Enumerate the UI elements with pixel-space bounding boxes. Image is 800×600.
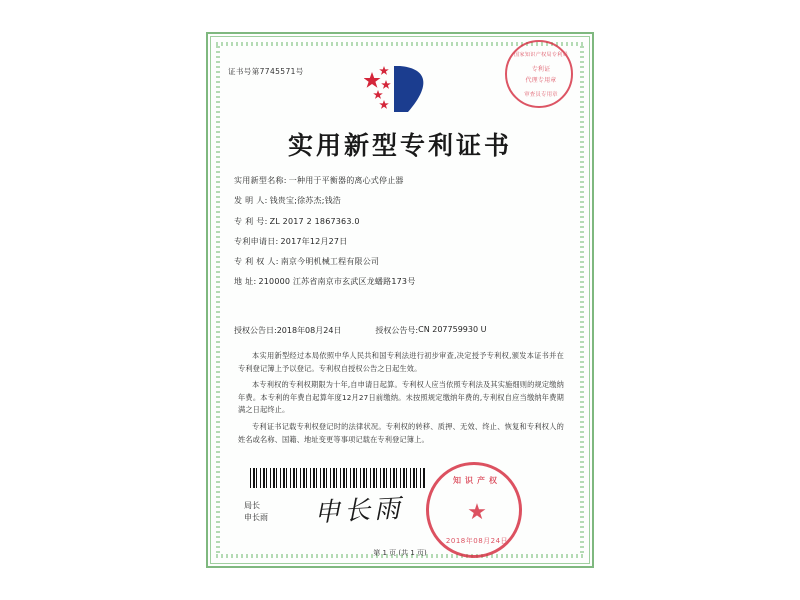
grant-date-value: 2018年08月24日 (276, 326, 342, 335)
seal-line: 专利证 (531, 66, 551, 73)
field-application-date (234, 237, 574, 248)
seal-line: 代理专用章 (525, 77, 557, 84)
field-label: 实用新型名称: (234, 176, 287, 185)
certificate-body (238, 350, 564, 450)
director-role-label: 局长 (244, 501, 260, 510)
field-label: 专利申请日: (234, 236, 279, 246)
seal-arc-top: 知识产权 (453, 476, 501, 485)
seal-line: 国家知识产权局专利局 (514, 52, 568, 58)
grant-info-row (234, 325, 574, 336)
field-inventor (234, 196, 574, 207)
seal-line: 审查员专用章 (524, 92, 558, 98)
certificate-number: 证书号第7745571号 (228, 67, 304, 76)
field-label: 发 明 人: (234, 196, 268, 206)
director-name-label: 申长雨 (244, 513, 268, 522)
top-red-seal (505, 40, 573, 108)
field-value: ZL 2017 2 1867363.0 (269, 216, 360, 226)
field-label: 专 利 号: (234, 216, 268, 226)
grant-date-label: 授权公告日: (234, 326, 277, 335)
field-value: 210000 江苏省南京市玄武区龙蟠路173号 (258, 277, 416, 287)
body-paragraph: 本专利权的专利权期限为十年,自申请日起算。专利权人应当依照专利法及其实施细则的规定缴纳年费。本专利的年费自起算年度12月27日前缴纳。未按照规定缴纳年费的,专利权自应当缴纳年费期满之日起终止。 (238, 380, 564, 415)
handwritten-signature: 申长雨 (313, 493, 405, 529)
patent-fields (234, 176, 574, 298)
field-utility-model-name (234, 176, 574, 187)
field-label: 专 利 权 人: (234, 257, 279, 267)
field-value: 南京今明机械工程有限公司 (280, 257, 380, 267)
star-icon: ★ (467, 500, 487, 525)
page-title: 实用新型专利证书 (287, 131, 512, 160)
seal-arc-bottom: 2018年08月24日 (445, 537, 509, 545)
field-patentee (234, 257, 574, 268)
body-paragraph: 本实用新型经过本局依照中华人民共和国专利法进行初步审查,决定授予专利权,颁发本证书并在专利登记簿上予以登记。专利权自授权公告之日起生效。 (238, 351, 564, 373)
field-patent-number (234, 217, 574, 228)
body-paragraph: 专利证书记载专利权登记时的法律状况。专利权的转移、质押、无效、终止、恢复和专利权人的姓名或名称、国籍、地址变更等事项记载在专利登记簿上。 (238, 421, 564, 444)
field-address (234, 277, 574, 288)
signature-block (244, 500, 268, 524)
field-value: 一种用于平衡器的离心式停止器 (288, 176, 404, 185)
cnipa-logo-icon (364, 62, 442, 116)
barcode (250, 468, 426, 488)
grant-number-value: CN 207759930 U (418, 325, 487, 334)
field-value: 钱贵宝;徐苏杰;钱浩 (269, 196, 341, 206)
field-value: 2017年12月27日 (280, 236, 348, 246)
page-footer: 第 1 页 (共 1 页) (373, 549, 427, 557)
official-red-seal (426, 462, 522, 558)
grant-number-label: 授权公告号: (375, 326, 419, 335)
field-label: 地 址: (234, 277, 257, 287)
